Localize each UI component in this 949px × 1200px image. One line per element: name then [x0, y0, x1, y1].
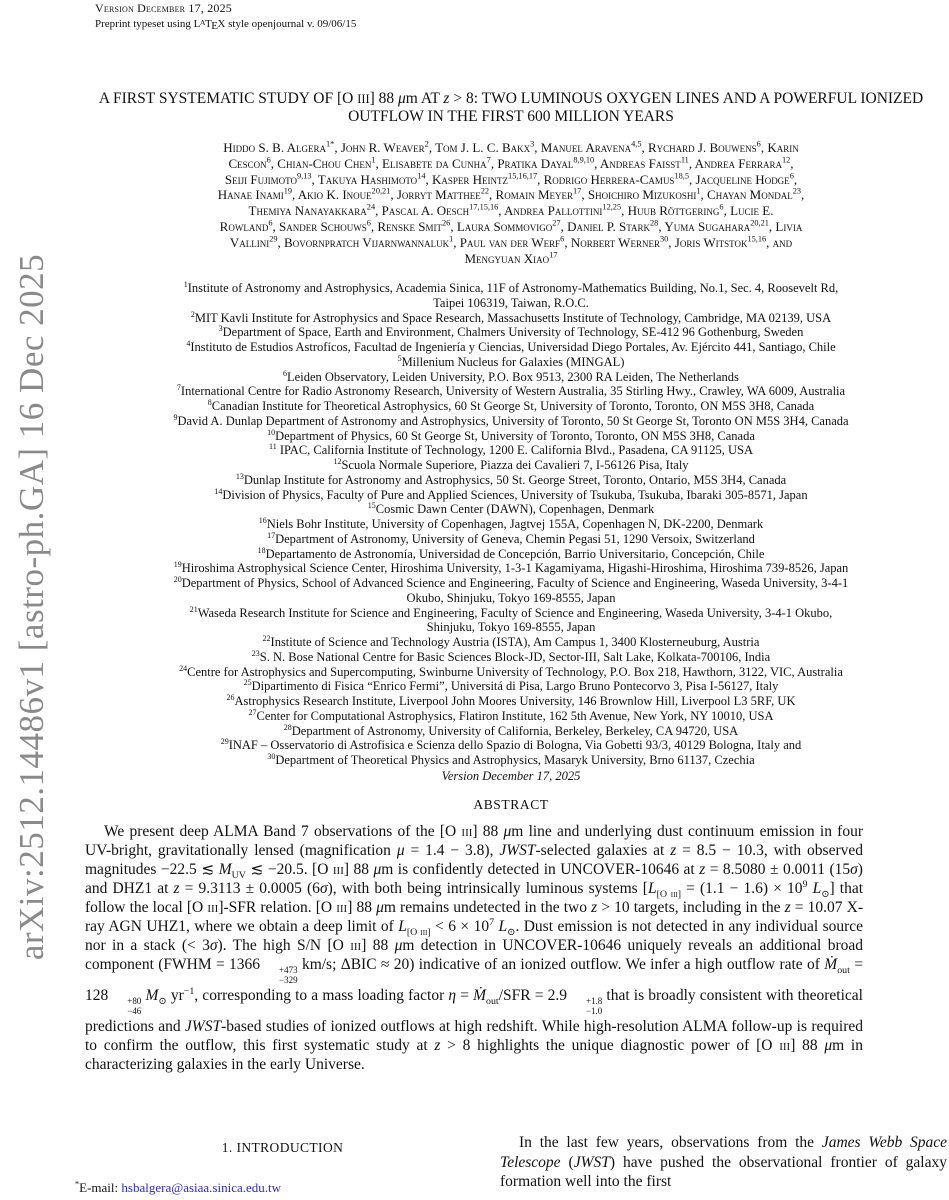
affiliation-line: $^{30}$Department of Theoretical Physics and Astrophysics, Masaryk University, Brno 61137, Czechia — [267, 751, 755, 767]
affiliation-line: $^{19}$Hiroshima Astrophysical Science Center, Hiroshima University, 1-3-1 Kagamiyama, Higashi-Hiroshima, Hiroshima 739-8526, Japan — [173, 560, 849, 576]
affiliation-line: $^{18}$Departamento de Astronomía, Universidad de Concepción, Barrio Universitario, Concepción, Chile — [257, 545, 765, 561]
author-line: Mengyuan Xiao$^{17}$ — [464, 250, 558, 266]
author-line: Seiji Fujimoto$^{9,13}$, Takuya Hashimoto$^{14}$, Kasper Heintz$^{15,16,17}$, Rodrigo Herrera-Camus$^{18,5}$, Jacqueline Hodge$^6$, — [224, 171, 798, 187]
affiliation-line: $^{16}$Niels Bohr Institute, University of Copenhagen, Jagtvej 155A, Copenhagen N, DK-2200, Denmark — [258, 515, 764, 531]
preprint-header — [95, 2, 356, 33]
affiliation-line: $^1$Institute of Astronomy and Astrophysics, Academia Sinica, 11F of Astronomy-Mathematics Building, No.1, Sec. 4, Roosevelt Rd, Taipei 106319, Taiwan, R.O.C. — [183, 279, 839, 310]
author-line: Rowland$^6$, Sander Schouws$^6$, Renske Smit$^{26}$, Laura Sommovigo$^{27}$, Daniel P. Stark$^{28}$, Yuma Sugahara$^{20,21}$, Livia — [219, 218, 803, 234]
affiliation-line: $^{24}$Centre for Astrophysics and Supercomputing, Swinburne University of Technology, P.O. Box 218, Hawthorn, 3122, VIC, Australia — [179, 663, 843, 679]
paper-title: A FIRST SYSTEMATIC STUDY OF [O III] 88 μm AT z > 8: TWO LUMINOUS OXYGEN LINES AND A POWERFUL IONIZED OUTFLOW IN THE FIRST 600 MILLION YEARS — [98, 90, 924, 125]
affiliation-line: $^{11}$ IPAC, California Institute of Technology, 1200 E. California Blvd., Pasadena, CA 91125, USA — [269, 442, 753, 458]
affiliation-line: $^7$International Centre for Radio Astronomy Research, University of Western Australia, 35 Stirling Hwy., Crawley, WA 6009, Australia — [176, 383, 846, 399]
abstract-heading: ABSTRACT — [473, 797, 549, 812]
author-line: Cescon$^6$, Chian-Chou Chen$^1$, Elisabete da Cunha$^7$, Pratika Dayal$^{8,9,10}$, Andreas Faisst$^{11}$, Andrea Ferrara$^{12}$, — [228, 155, 794, 171]
section-heading-introduction: 1. INTRODUCTION — [221, 1140, 344, 1155]
abstract-text: We present deep ALMA Band 7 observations of the [O iii] 88 μm line and underlying dust continuum emission in four UV-bright, gravitationally lensed (magnification μ = 1.4 − 3.8), JWST-selected galaxies at z = 8.5 − 10.3, with observed magnitudes −22.5 ≲ $M_{UV}$ ≲ −20.5. [O iii] 88 μm is confidently detected in UNCOVER-10646 at z = 8.5080 ± 0.0011 (15σ) and DHZ1 at z = 9.3113 ± 0.0005 (6σ), with both being intrinsically luminous systems [$L_{[O iii]} = (1.1 - 1.6) \times 10^9$ $L_⊙$] that follow the local [O iii]-SFR relation. [O iii] 88 μm remains undetected in the two z > 10 targets, including in the z = 10.07 X-ray AGN UHZ1, where we obtain a deep limit of $L_{[O iii]} < 6 \times 10^7$ $L_⊙$. Dust emission is not detected in any individual source nor in a stack (< 3σ). The high S/N [O iii] 88 μm detection in UNCOVER-10646 uniquely reveals an additional broad component (FWHM = 1366 +473 −329 km/s; ΔBIC ≈ 20) indicative of an ionized outflow. We infer a high outflow rate of Ṁ$_{out}$ = 128 +80 −46 $M_⊙$ $yr^{-1}$, corresponding to a mass loading factor η = Ṁ$_{out}$/SFR = 2.9 +1.8 −1.0 that is broadly consistent with theoretical predictions and JWST-based studies of ionized outflows at high redshift. While high-resolution ALMA follow-up is required to confirm the outflow, this first systematic study at z > 8 highlights the unique diagnostic power of [O iii] 88 μm in characterizing galaxies in the early Universe. — [85, 823, 864, 1073]
affiliation-line: $^{23}$S. N. Bose National Centre for Basic Sciences Block-JD, Sector-III, Salt Lake, Kolkata-700106, India — [251, 648, 771, 664]
affiliation-line: $^2$MIT Kavli Institute for Astrophysics and Space Research, Massachusetts Institute of Technology, Cambridge, MA 02139, USA — [190, 309, 832, 325]
affiliation-line: $^6$Leiden Observatory, Leiden University, P.O. Box 9513, 2300 RA Leiden, The Netherlands — [283, 368, 739, 384]
intro-first-paragraph: In the last few years, observations from the James Webb Space Telescope (JWST) have pushed the observational frontier of galaxy formation well into the first — [500, 1134, 947, 1190]
affiliation-line: $^{20}$Department of Physics, School of Advanced Science and Engineering, Faculty of Science and Engineering, Waseda University, 3-4-1 Okubo, Shinjuku, Tokyo 169-8555, Japan — [173, 574, 849, 605]
email-link[interactable]: hsbalgera@asiaa.sinica.edu.tw — [121, 1180, 282, 1195]
version-date-line: Version December 17, 2025 — [441, 769, 581, 783]
affiliation-line: $^{13}$Dunlap Institute for Astronomy and Astrophysics, 50 St. George Street, Toronto, Ontario, M5S 3H4, Canada — [235, 471, 787, 487]
author-line: Vallini$^{29}$, Bovornpratch Vijarnwannaluk$^1$, Paul van der Werf$^6$, Norbert Werner$^{30}$, Joris Witstok$^{15,16}$, and — [229, 234, 793, 250]
footnote — [75, 1180, 505, 1196]
affiliation-line: $^{14}$Division of Physics, Faculty of Pure and Applied Sciences, University of Tsukuba, Tsukuba, Ibaraki 305-8571, Japan — [214, 486, 808, 502]
author-list — [78, 140, 944, 266]
affiliation-line: $^{22}$Institute of Science and Technology Austria (ISTA), Am Campus 1, 3400 Klosterneuburg, Austria — [262, 633, 760, 649]
affiliation-line: $^{10}$Department of Physics, 60 St George St, University of Toronto, Toronto, ON M5S 3H8, Canada — [267, 427, 755, 443]
affiliation-line: $^5$Millenium Nucleus for Galaxies (MINGAL) — [397, 353, 625, 369]
affiliation-line: $^{12}$Scuola Normale Superiore, Piazza dei Cavalieri 7, I-56126 Pisa, Italy — [333, 456, 689, 472]
affiliation-line: $^{27}$Center for Computational Astrophysics, Flatiron Institute, 162 5th Avenue, New York, NY 10010, USA — [248, 707, 774, 723]
affiliation-line: $^9$David A. Dunlap Department of Astronomy and Astrophysics, University of Toronto, 50 St George St, Toronto ON M5S 3H4, Canada — [173, 412, 849, 428]
affiliation-line: $^4$Instituto de Estudios Astrofícos, Facultad de Ingeniería y Ciencias, Universidad Diego Portales, Av. Ejército 441, Santiago, Chile — [186, 338, 836, 354]
author-line: Hanae Inami$^{19}$, Akio K. Inoue$^{20,21}$, Jorryt Matthee$^{22}$, Romain Meyer$^{17}$, Shoichiro Mizukoshi$^1$, Chayan Mondal$^{23}$, — [217, 187, 805, 203]
arxiv-watermark: arXiv:2512.14486v1 [astro-ph.GA] 16 Dec 2025 — [12, 253, 51, 961]
affiliation-line: $^3$Department of Space, Earth and Environment, Chalmers University of Technology, SE-412 96 Gothenburg, Sweden — [218, 324, 804, 340]
affiliation-line: $^{17}$Department of Astronomy, University of Geneva, Chemin Pegasi 51, 1290 Versoix, Switzerland — [267, 530, 755, 546]
author-line: Themiya Nanayakkara$^{24}$, Pascal A. Oesch$^{17,15,16}$, Andrea Pallottini$^{12,25}$, Huub Röttgering$^6$, Lucie E. — [248, 202, 774, 219]
affiliation-line: $^{25}$Dipartimento di Fisica “Enrico Fermi”, Universitá di Pisa, Largo Bruno Pontecorvo 3, Pisa I-56127, Italy — [243, 678, 779, 694]
footnote-prefix: *E-mail: — [75, 1179, 122, 1195]
header-preprint-line: Preprint typeset using LATEX style openjournal v. 09/06/15 — [95, 18, 357, 33]
affiliation-line: $^{26}$Astrophysics Research Institute, Liverpool John Moores University, 146 Brownlow Hill, Liverpool L3 5RF, UK — [226, 692, 796, 708]
affiliation-line: $^{29}$INAF – Osservatorio di Astrofisica e Scienza dello Spazio di Bologna, Via Gobetti 93/3, 40129 Bologna, Italy and — [220, 737, 802, 753]
affiliation-list — [40, 281, 949, 768]
affiliation-line: $^{28}$Department of Astronomy, University of California, Berkeley, Berkeley, CA 94720, USA — [283, 722, 739, 738]
affiliation-line: $^{15}$Cosmic Dawn Center (DAWN), Copenhagen, Denmark — [367, 501, 655, 517]
affiliation-line: $^8$Canadian Institute for Theoretical Astrophysics, 60 St George St, University of Toronto, Toronto, ON M5S 3H8, Canada — [207, 397, 815, 413]
affiliation-line: $^{21}$Waseda Research Institute for Science and Engineering, Faculty of Science and Engineering, Waseda University, 3-4-1 Okubo, Shinjuku, Tokyo 169-8555, Japan — [189, 604, 833, 635]
header-version-line: Version December 17, 2025 — [95, 1, 233, 15]
author-line: Hiddo S. B. Algera$^{1*}$, John R. Weaver$^2$, Tom J. L. C. Bakx$^3$, Manuel Aravena$^{4,5}$, Rychard J. Bouwens$^6$, Karin — [223, 139, 799, 155]
